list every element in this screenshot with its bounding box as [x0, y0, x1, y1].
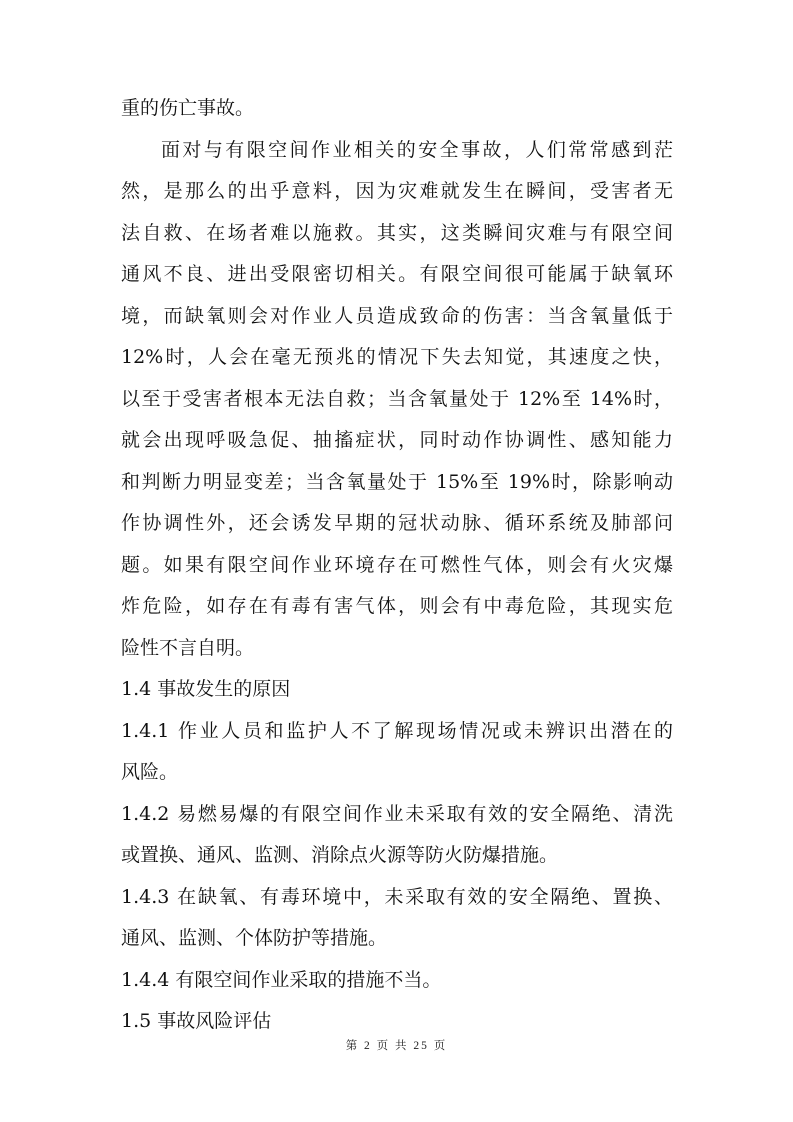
paragraph-line: 通风不良、进出受限密切相关。有限空间很可能属于缺氧环	[121, 263, 673, 285]
paragraph-line: 炸危险，如存在有毒有害气体，则会有中毒危险，其现实危	[121, 595, 673, 617]
paragraph-line: 然，是那么的出乎意料，因为灾难就发生在瞬间，受害者无	[121, 180, 673, 202]
list-item-1-4-1-cont: 风险。	[121, 761, 179, 783]
list-item-1-4-2-cont: 或置换、通风、监测、消除点火源等防火防爆措施。	[121, 844, 559, 866]
page-number-footer: 第 2 页 共 25 页	[345, 1040, 448, 1052]
paragraph-line: 险性不言自明。	[121, 636, 255, 659]
list-item-1-4-3: 1.4.3 在缺氧、有毒环境中，未采取有效的安全隔绝、置换、	[121, 885, 673, 908]
section-heading-1-5: 1.5 事故风险评估	[121, 1010, 272, 1032]
paragraph-line: 重的伤亡事故。	[121, 97, 255, 119]
paragraph-line: 题。如果有限空间作业环境存在可燃性气体，则会有火灾爆	[121, 553, 673, 576]
paragraph-line: 就会出现呼吸急促、抽搐症状，同时动作协调性、感知能力	[121, 429, 673, 451]
paragraph-line: 12%时，人会在毫无预兆的情况下失去知觉，其速度之快，	[121, 346, 673, 368]
paragraph-line: 以至于受害者根本无法自救；当含氧量处于 12%至 14%时，	[121, 387, 673, 410]
body-text	[121, 88, 673, 1043]
paragraph-line: 和判断力明显变差；当含氧量处于 15%至 19%时，除影响动	[121, 470, 673, 493]
paragraph-line: 境，而缺氧则会对作业人员造成致命的伤害：当含氧量低于	[121, 304, 673, 327]
list-item-1-4-1: 1.4.1 作业人员和监护人不了解现场情况或未辨识出潜在的	[121, 719, 673, 742]
paragraph-line: 作协调性外，还会诱发早期的冠状动脉、循环系统及肺部问	[121, 512, 673, 534]
list-item-1-4-2: 1.4.2 易燃易爆的有限空间作业未采取有效的安全隔绝、清洗	[121, 802, 673, 825]
paragraph-line: 面对与有限空间作业相关的安全事故，人们常常感到茫	[161, 138, 673, 161]
list-item-1-4-3-cont: 通风、监测、个体防护等措施。	[121, 927, 388, 949]
list-item-1-4-4: 1.4.4 有限空间作业采取的措施不当。	[121, 968, 442, 991]
paragraph-line: 法自救、在场者难以施救。其实，这类瞬间灾难与有限空间	[121, 221, 673, 244]
section-heading-1-4: 1.4 事故发生的原因	[121, 678, 291, 700]
